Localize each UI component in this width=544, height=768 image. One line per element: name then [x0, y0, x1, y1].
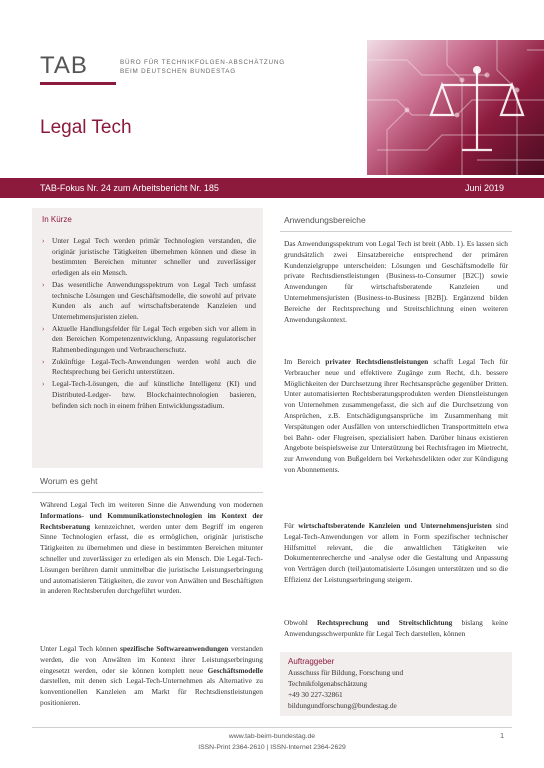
footer-divider — [32, 727, 512, 728]
logo-mark: TAB — [40, 52, 88, 79]
summary-item: › Legal-Tech-Lösungen, die auf künstliche Intelligenz (KI) und Distributed-Ledger- bzw. Blockchaintechnologien basieren, befinden sich noch in einem frühen Entwicklungsstadium. — [42, 379, 256, 410]
anwendung-paragraph-1: Das Anwendungsspektrum von Legal Tech ist breit (Abb. 1). Es lassen sich grundsätzlich zwei Einsatzbereiche entsprechend der primären Kundenzielgruppe unterscheiden: Lösungen und Geschäftsmodelle für private Rechtsdienstleistungen (Business-to-Consumer [B2C]) sowie Anwendungen für wirtschaftsberatende Kanzleien und Unternehmensjuristen (Business-to-Business [B2B]). Ergänzend bilden Bereiche der Rechtsprechung und Streitschlichtung einen weiteren Anwendungskontext. — [284, 239, 508, 324]
summary-item: › Zukünftige Legal-Tech-Anwendungen werden wohl auch die Rechtsprechung bei Gericht unterstützen. — [42, 356, 256, 377]
summary-item: › Das wesentliche Anwendungsspektrum von Legal Tech umfasst technische Lösungen und Geschäftsmodelle, die sowohl auf private Kunden als auch auf wirtschaftsberatende Kanzleien und Unternehmensjuristen zielen. — [42, 279, 256, 321]
client-line: Ausschuss für Bildung, Forschung und — [288, 668, 404, 677]
publication-date: Juni 2019 — [464, 183, 504, 193]
series-band — [0, 178, 544, 198]
hero-image — [367, 40, 544, 175]
triangle-bullet-icon: › — [42, 324, 45, 333]
client-line: Technikfolgenabschätzung — [288, 679, 368, 688]
worum-paragraph-1: Während Legal Tech im weiteren Sinne die Anwendung von modernen Informations- und Kommunikationstechnologien im Kontext der Rechtsberatung kennzeichnet, werden unter dem Begriff im engeren Sinne Technologien erfasst, die es ermöglichen, originär juristische Tätigkeiten zu übernehmen und diese in bestimmten Bereichen mitunter schneller und zuverlässiger zu erledigen als ein Mensch. Die Legal-Tech-Lösungen berühren damit unmittelbar die juristische Leistungserbringung und automatisieren Tätigkeiten, die zuvor von Anwälten und Beschäftigten in anderen Rechtsberufen durchgeführt wurden. — [40, 500, 263, 596]
section-heading-worum: Worum es geht — [40, 476, 98, 486]
series-label: TAB-Fokus Nr. 24 zum Arbeitsbericht Nr. 185 — [40, 183, 219, 193]
summary-heading: In Kürze — [42, 215, 72, 224]
page-title: Legal Tech — [40, 117, 132, 138]
section-heading-anwendung: Anwendungsbereiche — [284, 215, 366, 225]
summary-list — [42, 236, 256, 412]
page-number: 1 — [500, 733, 504, 740]
anwendung-paragraph-3: Für wirtschaftsberatende Kanzleien und Unternehmensjuristen sind Legal-Tech-Anwendungen vor allem in Form spezifischer technischer Hilfsmittel relevant, die die anwaltlichen Tätigkeiten wie Dokumentenrecherche und -analyse oder die Gestaltung und Anpassung von Verträgen durch (teil)automatisierte Lösungen unterstützen und so die Effizienz der Leistungserbringung steigern. — [284, 521, 509, 584]
triangle-bullet-icon: › — [42, 380, 45, 389]
logo-accent-bar — [40, 82, 116, 85]
section-divider — [32, 492, 263, 493]
client-box — [280, 652, 512, 716]
footer-url-link[interactable]: www.tab-beim-bundestag.de — [228, 733, 316, 740]
client-phone: +49 30 227-32861 — [288, 690, 343, 699]
triangle-bullet-icon: › — [42, 237, 45, 245]
anwendung-paragraph-2: Im Bereich privater Rechtsdienstleistungen schafft Legal Tech für Verbraucher neue und effektivere Zugänge zum Recht, d.h. bessere Möglichkeiten der Durchsetzung ihrer Rechtsansprüche gegenüber Dritten. Unter automatisierten Rechtsberatungsprodukten werden Dienstleistungen von Unternehmen zusammengefasst, die sich auf die Durchsetzung von Ansprüchen, z.B. Entschädigungsansprüche im Zusammenhang mit Verspätungen oder Ausfällen von unterschiedlichen Transportmitteln etwa bei Bahn- oder Flugreisen, spezialisiert haben. Darüber hinaus existieren Angebote beispielsweise zur Unterstützung bei Rechtsfragen im Mietrecht, zur Anwendung von Bußgeldern bei Verkehrsdelikten oder zur Kündigung von Abonnements. — [284, 357, 508, 474]
triangle-bullet-icon: › — [42, 280, 45, 289]
summary-item: › Aktuelle Handlungsfelder für Legal Tech ergeben sich vor allem in den Bereichen Kompetenzentwicklung, Anpassung regulatorischer Rahmenbedingungen und Verbraucherschutz. — [42, 323, 256, 355]
client-email-link[interactable]: bildungundforschung@bundestag.de — [288, 701, 397, 710]
org-name — [120, 58, 320, 76]
client-heading: Auftraggeber — [288, 657, 335, 666]
anwendung-paragraph-4: Obwohl Rechtsprechung und Streitschlichtung bislang keine Anwendungsschwerpunkte für Legal Tech darstellen, können — [284, 618, 508, 638]
org-name-line1: BÜRO FÜR TECHNIKFOLGEN-ABSCHÄTZUNG — [120, 59, 285, 66]
triangle-bullet-icon: › — [42, 357, 45, 366]
worum-paragraph-2: Unter Legal Tech können spezifische Softwareanwendungen verstanden werden, die von Anwälten im Kontext ihrer Leistungserbringung eingesetzt werden, oder sie können komplett neue Geschäftsmodelle darstellen, mit denen sich Legal-Tech-Unternehmen als Alternative zu konventionellen Kanzleien am Markt für Rechtsdienstleistungen positionieren. — [40, 644, 263, 707]
summary-box — [32, 208, 263, 468]
section-divider — [280, 231, 512, 232]
org-name-line2: BEIM DEUTSCHEN BUNDESTAG — [120, 68, 236, 75]
circuit-scales-illustration-icon — [367, 40, 544, 175]
summary-item: › Unter Legal Tech werden primär Technologien verstanden, die originär juristische Tätigkeiten übernehmen können und diese in bestimmten Bereichen mitunter schneller und zuverlässiger erledigen als ein Mensch. — [42, 236, 256, 278]
footer-issn: ISSN-Print 2364-2610 | ISSN-Internet 2364-2629 — [198, 744, 346, 751]
